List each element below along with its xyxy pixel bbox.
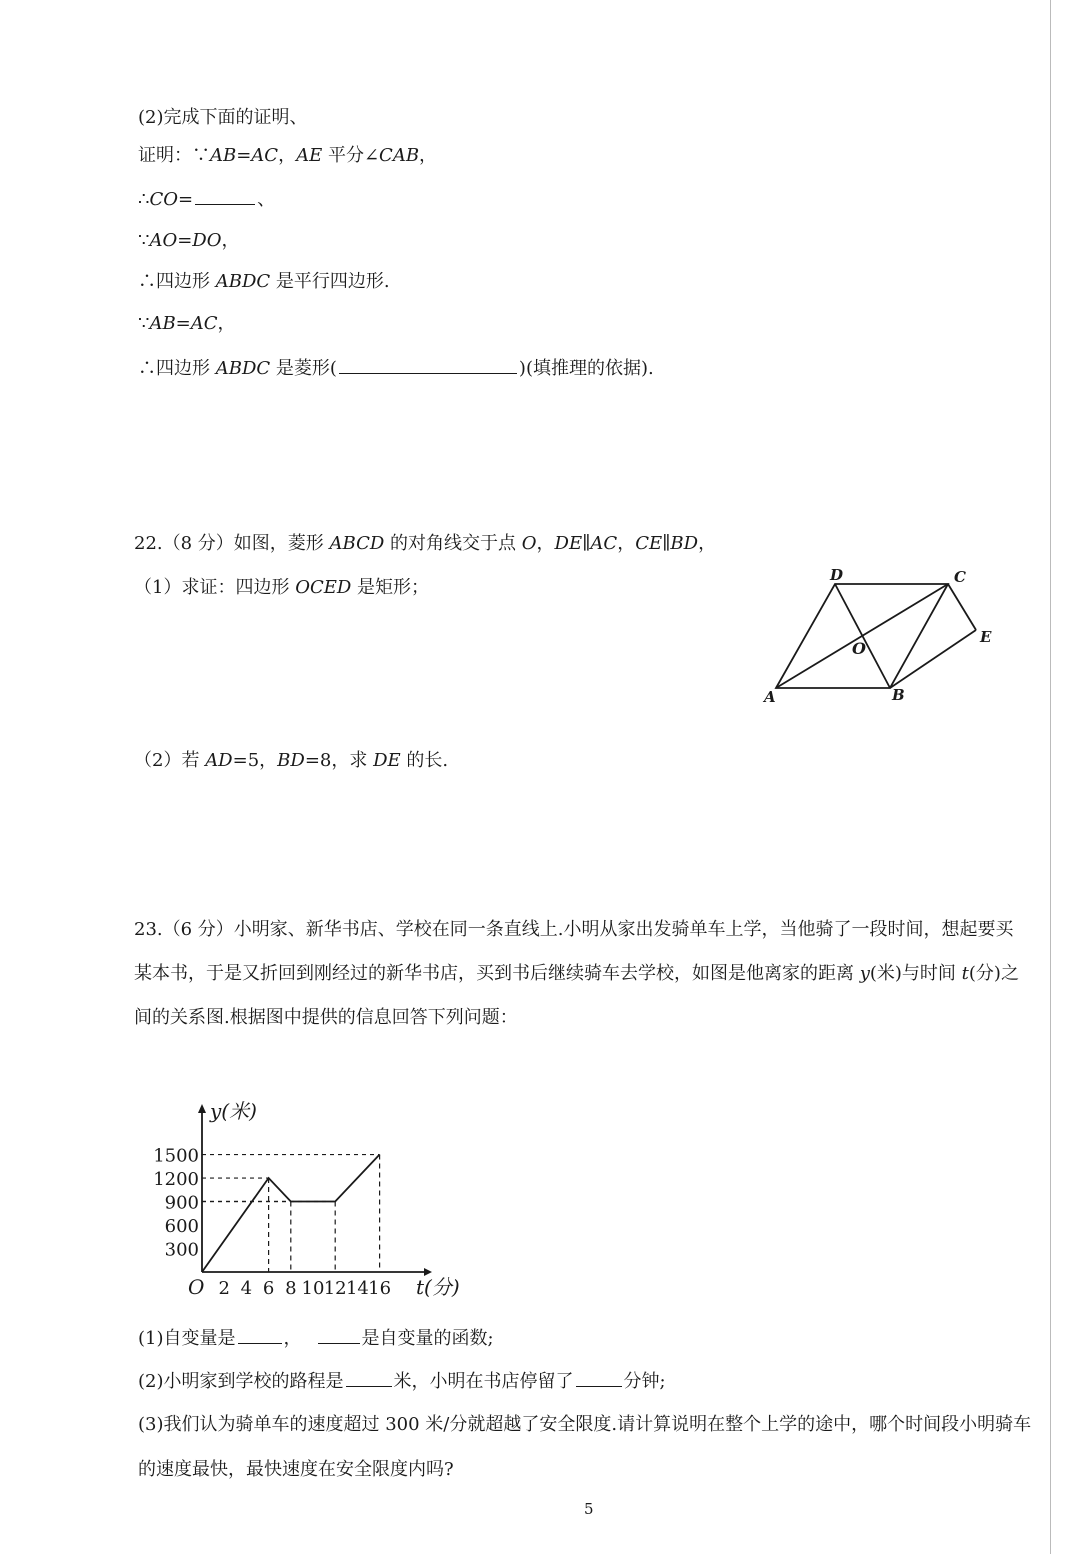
segment-ce	[948, 584, 976, 630]
x-tick-label: 16	[368, 1278, 392, 1299]
label-c: C	[954, 568, 966, 586]
q21-proof-line-4: ∴四边形 ABDC 是平行四边形.	[138, 271, 390, 292]
q23-blank-4[interactable]	[576, 1369, 622, 1387]
q21-proof-line-5: ∵AB=AC，	[138, 313, 236, 334]
q22-part-1: （1）求证：四边形 OCED 是矩形；	[134, 577, 430, 598]
q23-stem-line-2: 某本书，于是又折回到刚经过的新华书店，买到书后继续骑车去学校，如图是他离家的距离 y(米)与时间 t(分)之	[134, 963, 1019, 984]
x-tick-label: 6	[262, 1278, 275, 1299]
page-number: 5	[584, 1500, 594, 1518]
q22-part-2: （2）若 AD=5，BD=8，求 DE 的长.	[134, 750, 449, 771]
y-tick-label: 300	[164, 1239, 199, 1261]
q21-proof-line-1: 证明：∵AB=AC，AE 平分∠CAB，	[138, 145, 438, 166]
q21-answer-blank-2[interactable]	[339, 356, 517, 374]
x-axis-label: t(分)	[416, 1275, 460, 1299]
segment-be	[890, 630, 976, 688]
q21-proof-line-2: ∴CO= 、	[138, 189, 276, 210]
x-tick-label: 10	[301, 1278, 325, 1299]
q22-stem: 22.（8 分）如图，菱形 ABCD 的对角线交于点 O，DE∥AC，CE∥BD，	[134, 533, 717, 554]
y-axis-arrow	[198, 1104, 206, 1113]
q23-blank-2[interactable]	[318, 1326, 360, 1344]
label-a: A	[764, 688, 776, 706]
q23-stem-line-1: 23.（6 分）小明家、新华书店、学校在同一条直线上.小明从家出发骑单车上学，当他骑了一段时间，想起要买	[134, 919, 1014, 940]
y-tick-label: 1200	[153, 1169, 199, 1191]
q23-blank-1[interactable]	[238, 1326, 282, 1344]
x-tick-label: 4	[240, 1278, 253, 1299]
q21-proof-line-3: ∵AO=DO，	[138, 230, 240, 251]
distance-time-chart	[140, 1088, 480, 1308]
q23-sub-1: (1)自变量是 ， 是自变量的函数;	[138, 1328, 494, 1349]
origin-label: O	[188, 1275, 205, 1299]
y-axis-label: y(米)	[210, 1099, 257, 1123]
label-o: O	[852, 639, 866, 658]
x-tick-label: 12	[323, 1278, 347, 1299]
rhombus-figure	[750, 560, 1010, 710]
q23-blank-3[interactable]	[346, 1369, 392, 1387]
x-tick-label: 2	[218, 1278, 230, 1299]
x-tick-label: 8	[285, 1278, 297, 1299]
q23-sub-3-line-1: (3)我们认为骑单车的速度超过 300 米/分就超越了安全限度.请计算说明在整个上学的途中，哪个时间段小明骑车	[138, 1414, 1032, 1435]
x-tick-label: 14	[345, 1278, 369, 1299]
y-tick-label: 900	[164, 1192, 199, 1214]
q23-sub-2: (2)小明家到学校的路程是 米，小明在书店停留了 分钟;	[138, 1371, 666, 1392]
y-tick-label: 1500	[153, 1145, 199, 1167]
label-d: D	[830, 566, 844, 584]
q21-answer-blank-1[interactable]	[195, 187, 255, 205]
diagonal-bd	[835, 584, 890, 688]
q21-part2-title: (2)完成下面的证明、	[138, 107, 308, 128]
scan-edge-line	[1050, 0, 1051, 1554]
q23-sub-3-line-2: 的速度最快，最快速度在安全限度内吗?	[138, 1459, 454, 1480]
q21-proof-line-6: ∴四边形 ABDC 是菱形( )(填推理的依据).	[138, 358, 654, 379]
label-e: E	[980, 628, 992, 646]
label-b: B	[892, 686, 905, 704]
y-tick-label: 600	[164, 1216, 199, 1238]
q23-stem-line-3: 间的关系图.根据图中提供的信息回答下列问题：	[134, 1007, 518, 1028]
